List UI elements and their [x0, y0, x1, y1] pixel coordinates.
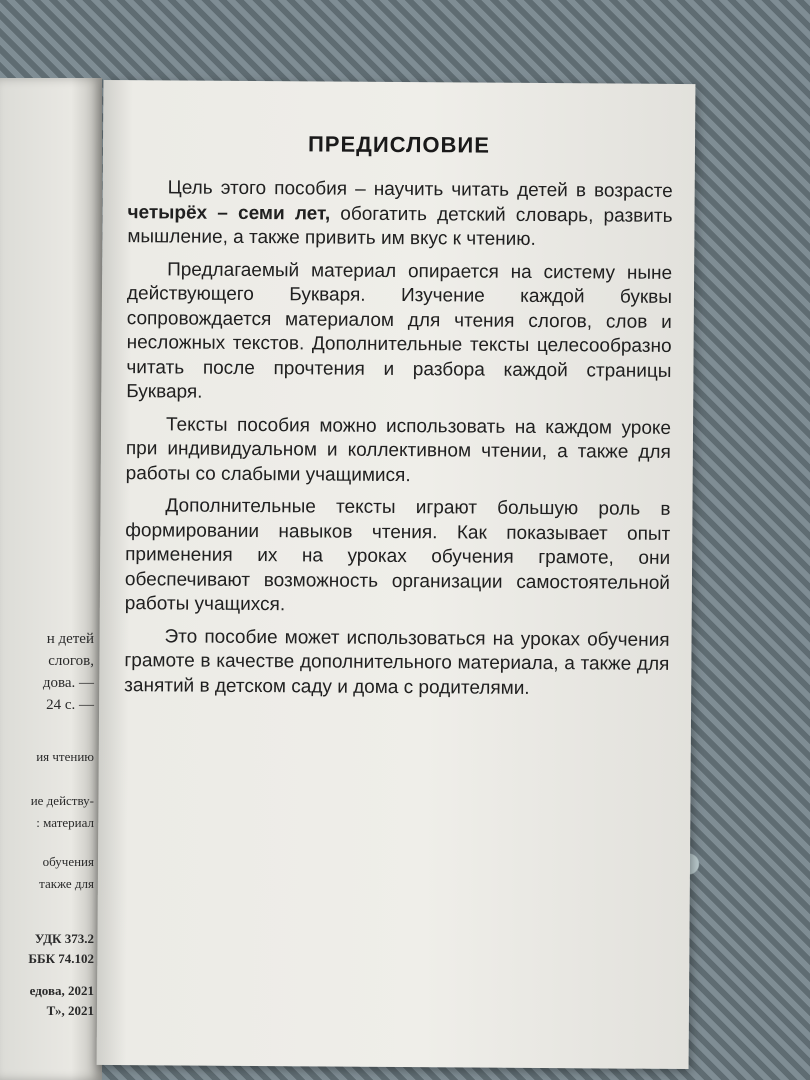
page-title: ПРЕДИСЛОВИЕ [307, 131, 491, 158]
left-page-text-fragment: ие действу- [30, 793, 94, 808]
age-range-bold: четырёх – семи лет, [127, 201, 331, 225]
left-page-text-fragment: ия чтению [36, 749, 94, 764]
left-book-page [0, 78, 102, 1080]
paragraph-1-end: обогатить детский словарь, развить мышление, а также привить им вкус к чтению. [127, 203, 673, 250]
left-page-text-fragment: Т», 2021 [46, 1003, 94, 1018]
left-page-text-fragment: едова, 2021 [29, 983, 94, 998]
paragraph-1-start: Цель этого пособия – научить читать детей в возрасте [167, 177, 673, 202]
left-page-text-fragment: н детей [46, 631, 94, 647]
left-page-text-fragment: слогов, [48, 653, 94, 669]
left-page-text-fragment: также для [39, 876, 94, 891]
preface-text [124, 176, 673, 710]
left-page-text-fragment: : материал [36, 815, 94, 830]
paragraph-5: Это пособие может использоваться на уроках обучения грамоте в качестве дополнительного материала, а также для занятий в детском саду и дома с родителями. [124, 625, 670, 699]
paragraph-2: Предлагаемый материал опирается на систему ныне действующего Букваря. Изучение каждой буквы сопровождается материалом для чтения слогов, слов и несложных текстов. Дополнительные тексты целесообразно читать после прочтения и разбора каждой страницы Букваря. [126, 258, 673, 403]
paragraph-4: Дополнительные тексты играют большую роль в формировании навыков чтения. Как показывает опыт применения их на уроках обучения грамоте, они обеспечивают возможность организации самостоятельной работы учащихся. [124, 495, 671, 616]
left-page-text-fragment: 24 с. — [46, 697, 94, 713]
paragraph-1 [127, 176, 672, 253]
left-page-text-fragment: обучения [42, 854, 94, 869]
left-page-text-fragment: дова. — [42, 675, 94, 691]
paragraph-3: Тексты пособия можно использовать на каждом уроке при индивидуальном и коллективном чтении, а также для работы со слабыми учащимися. [125, 413, 672, 486]
left-page-text-fragment: ББК 74.102 [28, 951, 94, 966]
left-page-text-fragment: УДК 373.2 [34, 931, 94, 946]
right-book-page [97, 80, 696, 1069]
